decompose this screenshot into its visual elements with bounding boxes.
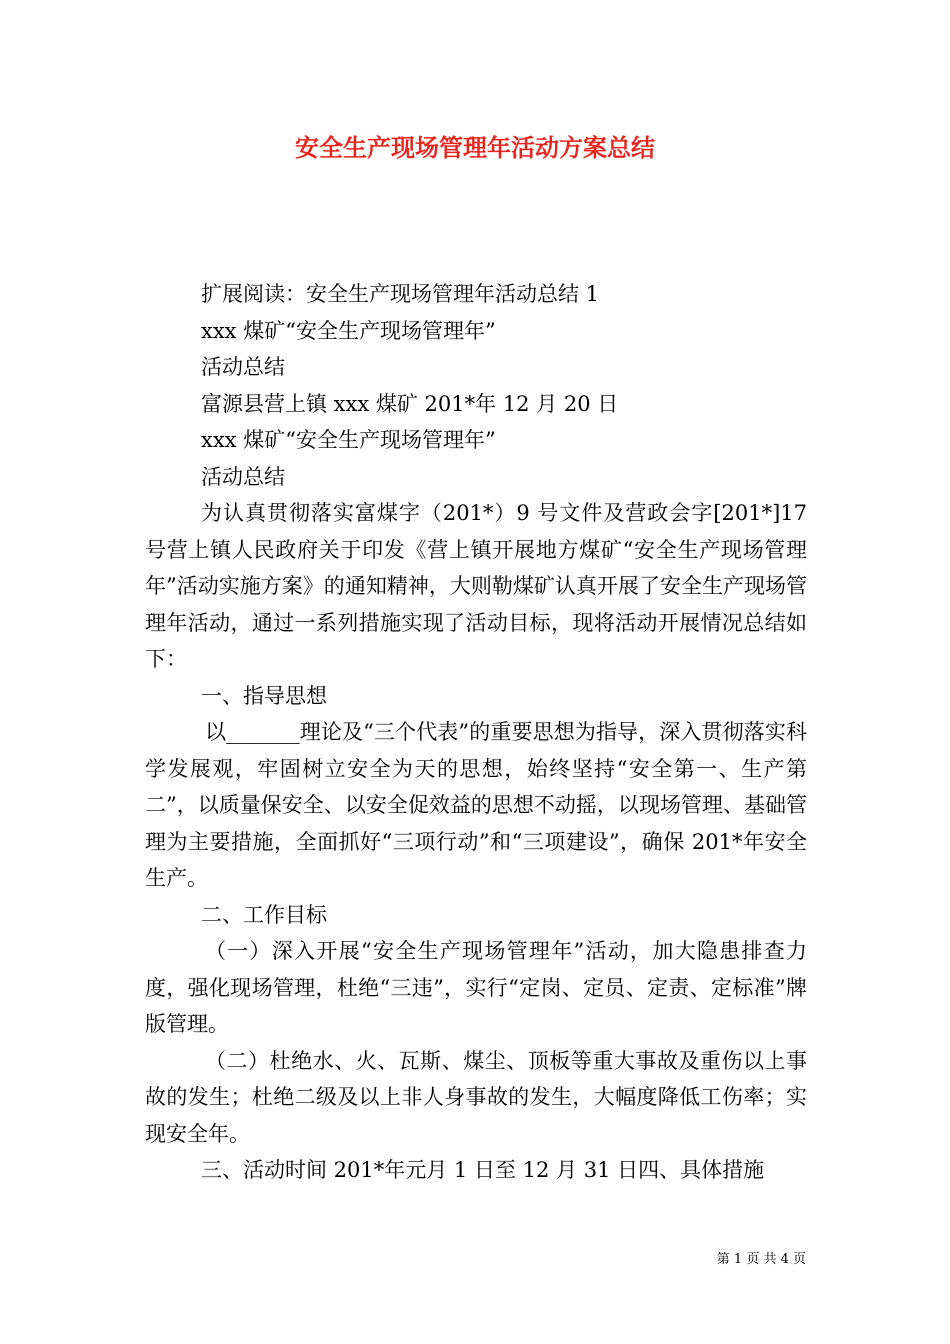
mine-name-line: xxx 煤矿“安全生产现场管理年” xyxy=(201,318,496,343)
page-number: 第 1 页 共 4 页 xyxy=(716,1252,806,1267)
goal2-paragraph: （二）杜绝水、火、瓦斯、煤尘、顶板等重大事故及重伤以上事故的发生；杜绝二级及以上非人身事故的发生，大幅度降低工伤率；实现安全年。 xyxy=(145,1048,807,1146)
section3-line: 三、活动时间 201*年元月 1 日至 12 月 31 日四、具体措施 xyxy=(201,1158,765,1182)
goal1-paragraph: （一）深入开展“安全生产现场管理年”活动，加大隐患排查力度，强化现场管理，杜绝“三违”，实行“定岗、定员、定责、定标准”牌版管理。 xyxy=(145,939,807,1036)
section1-heading: 一、指导思想 xyxy=(201,683,327,708)
summary-label-line: 活动总结 xyxy=(201,355,285,379)
document-body xyxy=(145,276,807,1189)
extended-reading-line: 扩展阅读：安全生产现场管理年活动总结 1 xyxy=(201,282,600,306)
mine-name-line-repeat: xxx 煤矿“安全生产现场管理年” xyxy=(201,428,496,452)
intro-paragraph: 为认真贯彻落实富煤字（201*）9 号文件及营政会字[201*]17 号营上镇人民政府关于印发《营上镇开展地方煤矿“安全生产现场管理年”活动实施方案》的通知精神，大则勒煤矿认真开展了安全生产现场管理年活动，通过一系列措施实现了活动目标，现将活动开展情况总结如下： xyxy=(145,501,807,671)
date-line: 富源县营上镇 xxx 煤矿 201*年 12 月 20 日 xyxy=(201,391,619,416)
summary-label-line-repeat: 活动总结 xyxy=(201,464,285,489)
section2-heading: 二、工作目标 xyxy=(201,902,327,927)
document-title: 安全生产现场管理年活动方案总结 xyxy=(295,134,655,162)
section1-paragraph: 以_______理论及“三个代表”的重要思想为指导，深入贯彻落实科学发展观，牢固树立安全为天的思想，始终坚持“安全第一、生产第二”，以质量保安全、以安全促效益的思想不动摇，以现场管理、基础管理为主要措施，全面抓好“三项行动”和“三项建设”，确保 201*年安全生产。 xyxy=(145,720,807,890)
